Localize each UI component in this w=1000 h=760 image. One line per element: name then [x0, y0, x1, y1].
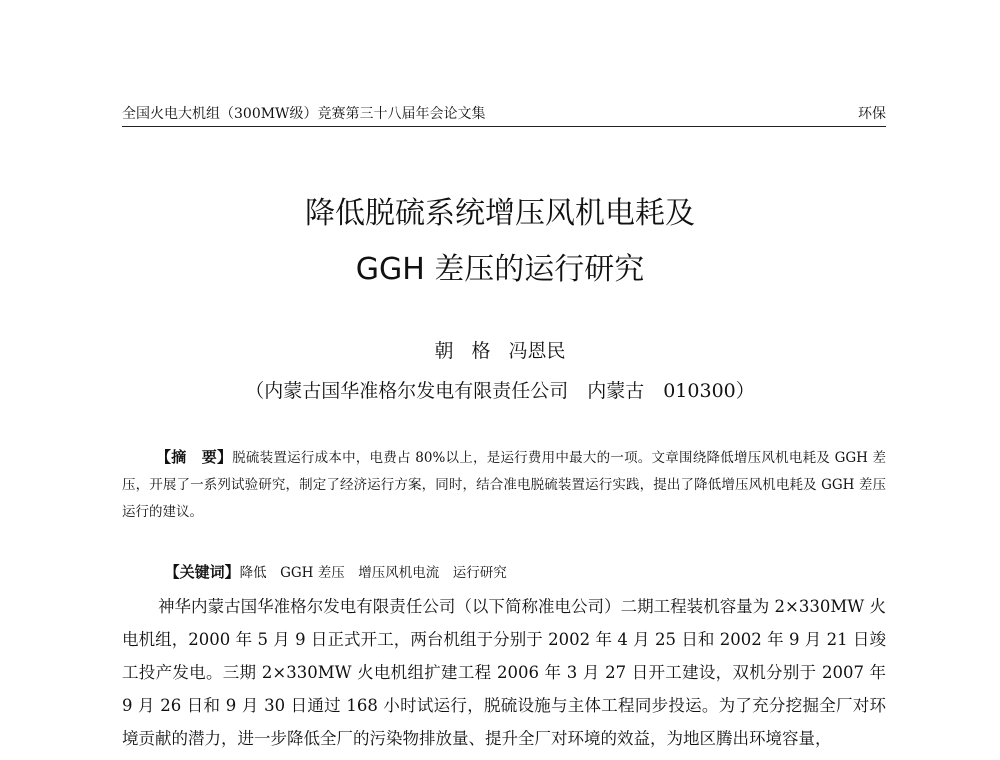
abstract-label: 【摘 要】 [156, 448, 233, 466]
affiliation: （内蒙古国华准格尔发电有限责任公司 内蒙古 010300） [245, 380, 755, 402]
body-paragraph: 神华内蒙古国华准格尔发电有限责任公司（以下简称准电公司）二期工程装机容量为 2×330MW 火电机组，2000 年 5 月 9 日正式开工，两台机组于分别于 2002 年 4 月 25 日和 2002 年 9 月 21 日竣工投产发电。三期 2×330MW 火电机组扩建工程 2006 年 3 月 27 日开工建设，双机分别于 2007 年 9 月 26 日和 9 月 30 日通过 168 小时试运行，脱硫设施与主体工程同步投运。为了充分挖掘全厂对环境贡献的潜力，进一步降低全厂的污染物排放量、提升全厂对环境的效益，为地区腾出环境容量， [122, 597, 886, 748]
keywords-text: 降低 GGH 差压 增压风机电流 运行研究 [239, 565, 507, 581]
section-name: 环保 [858, 106, 886, 122]
authors: 朝 格 冯恩民 [434, 340, 566, 362]
keywords [156, 532, 507, 587]
paper-title-line-1: 降低脱硫系统增压风机电耗及 [305, 196, 695, 231]
abstract-text: 脱硫装置运行成本中，电费占 80%以上，是运行费用中最大的一项。文章围绕降低增压风机电耗及 GGH 差压，开展了一系列试验研究，制定了经济运行方案，同时，结合准电脱硫装置运行实践，提出了降低增压风机电耗及 GGH 差压运行的建议。 [122, 450, 886, 520]
paper-title-line-2: GGH 差压的运行研究 [355, 252, 645, 287]
keywords-label: 【关键词】 [164, 563, 240, 581]
running-header [122, 104, 886, 127]
journal-name: 全国火电大机组（300MW级）竞赛第三十八届年会论文集 [122, 106, 486, 122]
abstract [122, 444, 886, 526]
